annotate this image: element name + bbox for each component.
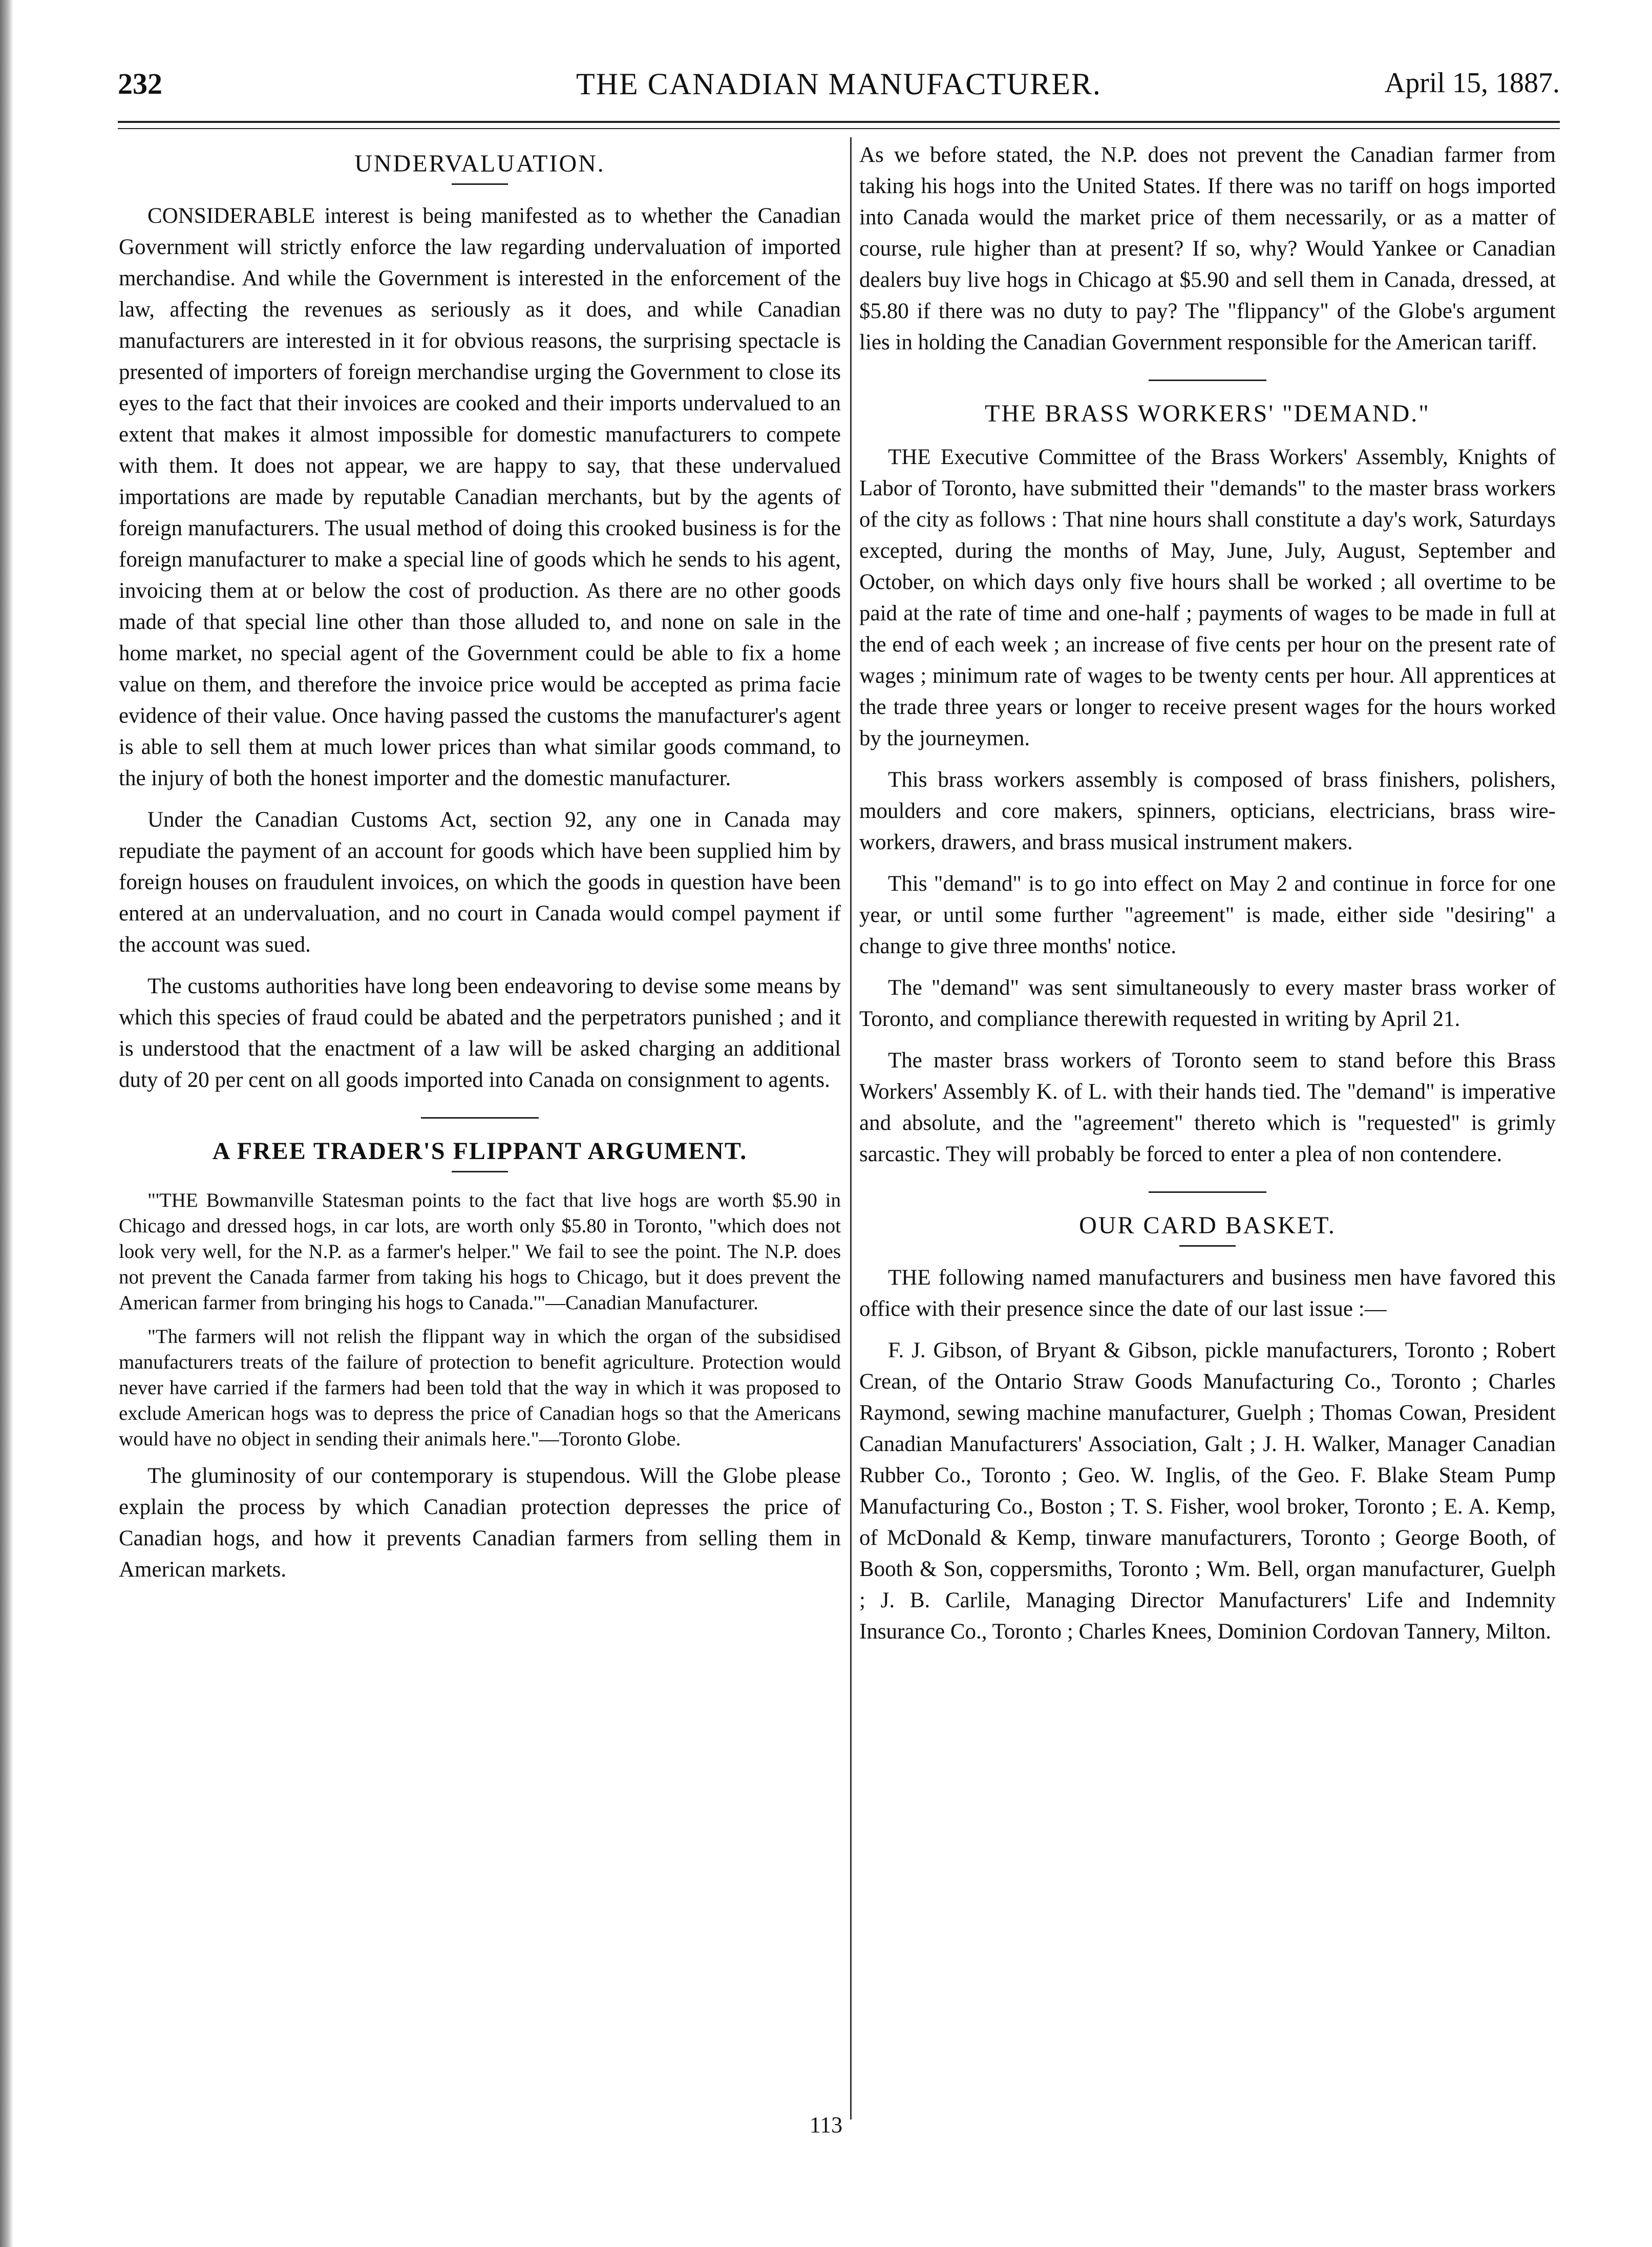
article-paragraph: The customs authorities have long been endeavoring to devise some means by which this species of fraud could be abated and the perpetrators punished ; and it is understood that the enactment of a law will be asked charging an additional duty of 20 per cent on all goods imported into Canada on consignment to agents. bbox=[119, 974, 841, 1092]
article-paragraph: CONSIDERABLE interest is being manifested as to whether the Canadian Government will strictly enforce the law regarding undervaluation of imported merchandise. And while the Government is interested in the enforcement of the law, affecting the revenues as seriously as it does, and while Canadian manufacturers are interested in it for obvious reasons, the surprising spectacle is presented of importers of foreign merchandise urging the Government to close its eyes to the fact that their invoices are cooked and their imports undervalued to an extent that makes it almost impossible for domestic manufacturers to compete with them. It does not appear, we are happy to say, that these undervalued importations are made by reputable Canadian merchants, but by the agents of foreign manufacturers. The usual method of doing this crooked business is for the foreign manufacturer to make a special line of goods which he sends to his agent, invoicing them at or below the cost of production. As there are no other goods made of that special line other than those alluded to, and none on sale in the home market, no special agent of the Government could be able to fix a home value on them, and therefore the invoice price would be accepted as prima facie evidence of their value. Once having passed the customs the manufacturer's agent is able to sell them at much lower prices than what similar goods command, to the injury of both the honest importer and the domestic manufacturer. bbox=[119, 204, 841, 790]
article-paragraph: The gluminosity of our contemporary is stupendous. Will the Globe please explain the process by which Canadian protection depresses the price of Canadian hogs, and how it prevents Canadian farmers from selling them in American markets. bbox=[119, 1464, 841, 1582]
article-paragraph: As we before stated, the N.P. does not prevent the Canadian farmer from taking his hogs into the United States. If there was no tariff on hogs imported into Canada would the market price of them necessarily, or as a matter of course, rule higher than at present? If so, why? Would Yankee or Canadian dealers buy live hogs in Chicago at $5.90 and sell them in Canada, dressed, at $5.80 if there was no duty to pay? The "flippancy" of the Globe's argument lies in holding the Canadian Government responsible for the American tariff. bbox=[859, 143, 1556, 354]
section-separator bbox=[421, 1117, 539, 1119]
page-header bbox=[118, 61, 1560, 108]
header-rule-thin bbox=[118, 128, 1560, 129]
header-rule bbox=[118, 121, 1560, 123]
folio-number: 113 bbox=[809, 2112, 843, 2137]
page-number: 232 bbox=[118, 67, 162, 100]
scan-edge-shadow bbox=[0, 0, 13, 2247]
left-column bbox=[119, 139, 841, 1595]
article-paragraph: The master brass workers of Toronto seem to stand before this Brass Workers' Assembly K. of L. with their hands tied. The "demand" is imperative and absolute, and the "agreement" thereto which is "requested" is grimly sarcastic. They will probably be forced to enter a plea of non contendere. bbox=[859, 1048, 1556, 1166]
section-separator bbox=[1149, 1191, 1266, 1193]
heading-rule bbox=[1179, 1245, 1236, 1247]
article-paragraph: THE Executive Committee of the Brass Workers' Assembly, Knights of Labor of Toronto, have submitted their "demands" to the master brass workers of the city as follows : That nine hours shall constitute a day's work, Saturdays excepted, during the months of May, June, July, August, September and October, on which days only five hours shall be worked ; all overtime to be paid at the rate of time and one-half ; payments of wages to be made in full at the end of each week ; an increase of five cents per hour on the present rate of wages ; minimum rate of wages to be twenty cents per hour. All apprentices at the trade three years or longer to receive present wages for the hours worked by the journeymen. bbox=[859, 445, 1556, 750]
quoted-paragraph: "'THE Bowmanville Statesman points to the fact that live hogs are worth $5.90 in Chicago and dressed hogs, in car lots, are worth only $5.80 in Toronto, "which does not look very well, for the N.P. as a farmer's helper." We fail to see the point. The N.P. does not prevent the Canada farmer from taking his hogs to Chicago, but it does prevent the American farmer from bringing his hogs to Canada.'"—Canadian Manufacturer. bbox=[119, 1189, 841, 1314]
article-paragraph: F. J. Gibson, of Bryant & Gibson, pickle manufacturers, Toronto ; Robert Crean, of the Ontario Straw Goods Manufacturing Co., Toronto ; Charles Raymond, sewing machine manufacturer, Guelph ; Thomas Cowan, President Canadian Manufacturers' Association, Galt ; J. H. Walker, Manager Canadian Rubber Co., Toronto ; Geo. W. Inglis, of the Geo. F. Blake Steam Pump Manufacturing Co., Boston ; T. S. Fisher, wool broker, Toronto ; E. A. Kemp, of McDonald & Kemp, tinware manufacturers, Toronto ; George Booth, of Booth & Son, coppersmiths, Toronto ; Wm. Bell, organ manufacturer, Guelph ; J. B. Carlile, Managing Director Manufacturers' Life and Indemnity Insurance Co., Toronto ; Charles Knees, Dominion Cordovan Tannery, Milton. bbox=[859, 1338, 1556, 1644]
article-heading-free-trader: A FREE TRADER'S FLIPPANT ARGUMENT. bbox=[212, 1138, 748, 1165]
column-divider bbox=[850, 137, 852, 2119]
article-heading-card-basket: OUR CARD BASKET. bbox=[1079, 1212, 1336, 1239]
article-paragraph: The "demand" was sent simultaneously to every master brass worker of Toronto, and compliance therewith requested in writing by April 21. bbox=[859, 976, 1556, 1031]
article-paragraph: Under the Canadian Customs Act, section 92, any one in Canada may repudiate the payment of an account for goods which have been supplied him by foreign houses on fraudulent invoices, on which the goods in question have been entered at an undervaluation, and no court in Canada would compel payment if the account was sued. bbox=[119, 808, 841, 957]
article-paragraph: This brass workers assembly is composed of brass finishers, polishers, moulders and core makers, spinners, opticians, electricians, brass wire-workers, drawers, and brass musical instrument makers. bbox=[859, 768, 1556, 854]
heading-rule bbox=[452, 183, 508, 185]
article-paragraph: THE following named manufacturers and business men have favored this office with their presence since the date of our last issue :— bbox=[859, 1266, 1556, 1321]
right-column bbox=[859, 139, 1556, 1657]
heading-rule bbox=[452, 1171, 508, 1172]
article-heading-undervaluation: UNDERVALUATION. bbox=[354, 150, 605, 177]
section-separator bbox=[1149, 380, 1266, 381]
publication-title: THE CANADIAN MANUFACTURER. bbox=[576, 67, 1102, 101]
article-heading-brass-workers: THE BRASS WORKERS' "DEMAND." bbox=[985, 400, 1430, 427]
quoted-paragraph: "The farmers will not relish the flippant way in which the organ of the subsidised manufacturers treats of the failure of protection to benefit agriculture. Protection would never have carried if the farmers had been told that the way in which it was proposed to exclude American hogs was to depress the price of Canadian hogs so that the Americans would have no object in sending their animals here."—Toronto Globe. bbox=[119, 1326, 841, 1450]
issue-date: April 15, 1887. bbox=[1384, 67, 1560, 99]
article-paragraph: This "demand" is to go into effect on May 2 and continue in force for one year, or until some further "agreement" is made, either side "desiring" a change to give three months' notice. bbox=[859, 872, 1556, 958]
